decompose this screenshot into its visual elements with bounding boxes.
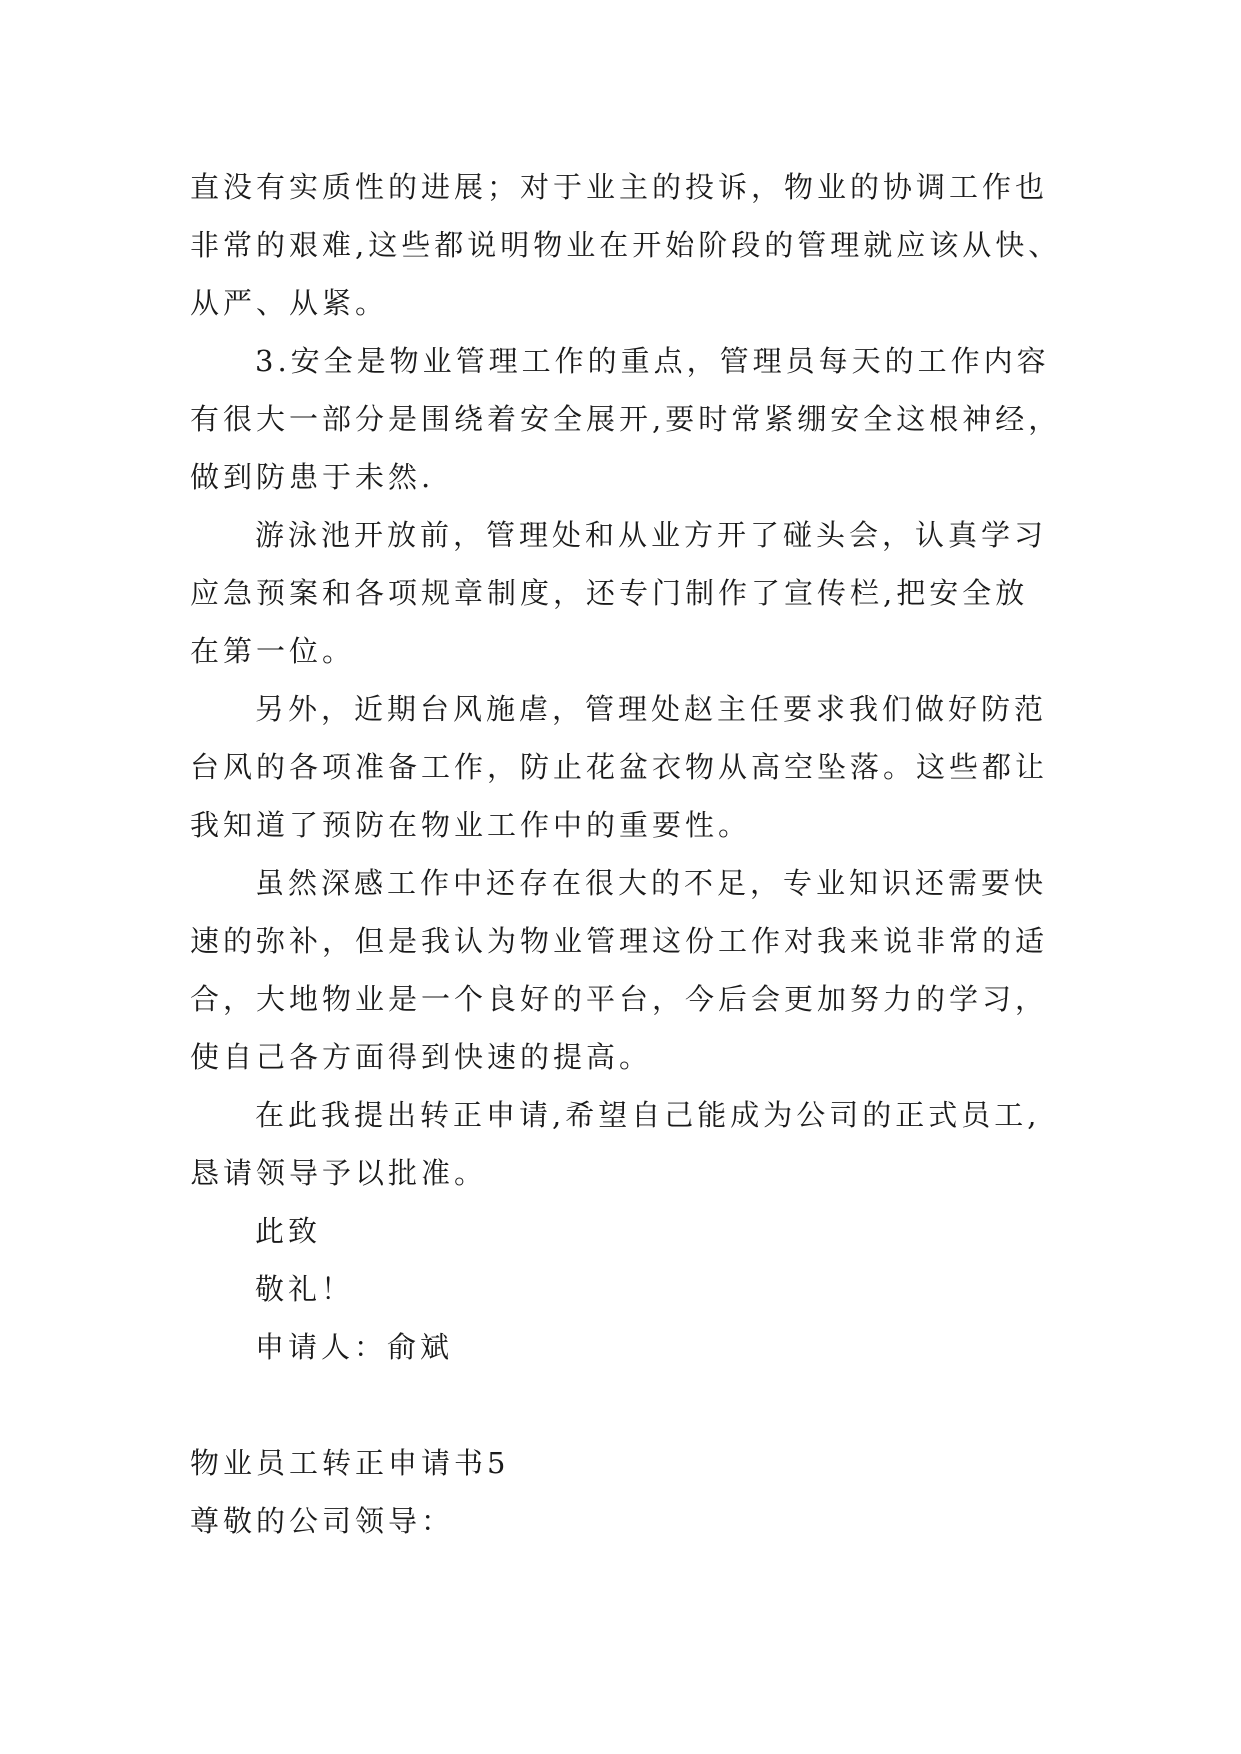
applicant-signature: 申请人：俞斌: [255, 1330, 454, 1364]
paragraph-line: 恳请领导予以批准。: [190, 1156, 488, 1190]
paragraph-line: 非常的艰难,这些都说明物业在开始阶段的管理就应该从快、: [190, 228, 1062, 262]
paragraph-line: 我知道了预防在物业工作中的重要性。: [190, 808, 752, 842]
paragraph-line: 台风的各项准备工作，防止花盆衣物从高空坠落。这些都让: [190, 750, 1049, 784]
greeting-line: 尊敬的公司领导：: [190, 1504, 455, 1538]
closing-regards: 敬礼！: [255, 1272, 355, 1306]
paragraph-line: 另外，近期台风施虐，管理处赵主任要求我们做好防范: [255, 692, 1048, 726]
paragraph-line: 虽然深感工作中还存在很大的不足，专业知识还需要快: [255, 866, 1048, 900]
paragraph-line: 在第一位。: [190, 634, 356, 668]
paragraph-line: 在此我提出转正申请,希望自己能成为公司的正式员工,: [255, 1098, 1041, 1132]
paragraph-line: 使自己各方面得到快速的提高。: [190, 1040, 653, 1074]
paragraph-line: 速的弥补，但是我认为物业管理这份工作对我来说非常的适: [190, 924, 1049, 958]
paragraph-line: 3.安全是物业管理工作的重点，管理员每天的工作内容: [255, 344, 1050, 378]
paragraph-line: 合，大地物业是一个良好的平台，今后会更加努力的学习，: [190, 982, 1049, 1016]
paragraph-line: 直没有实质性的进展；对于业主的投诉，物业的协调工作也: [190, 170, 1049, 204]
paragraph-line: 做到防患于未然.: [190, 460, 435, 494]
paragraph-line: 应急预案和各项规章制度，还专门制作了宣传栏,把安全放: [190, 576, 1029, 610]
paragraph-line: 有很大一部分是围绕着安全展开,要时常紧绷安全这根神经，: [190, 402, 1062, 436]
closing-salutation: 此致: [255, 1214, 322, 1248]
paragraph-line: 游泳池开放前，管理处和从业方开了碰头会，认真学习: [255, 518, 1048, 552]
paragraph-line: 从严、从紧。: [190, 286, 389, 320]
section-title: 物业员工转正申请书5: [190, 1446, 510, 1480]
